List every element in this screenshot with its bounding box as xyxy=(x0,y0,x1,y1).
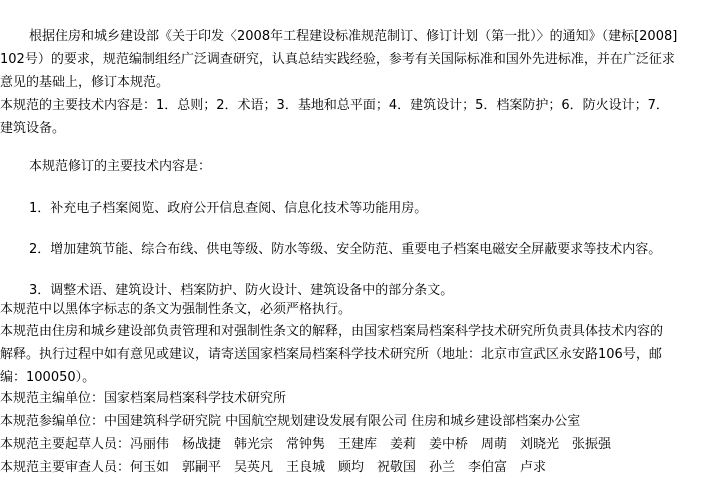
participating-units: 本规范参编单位：中国建筑科学研究院 中国航空规划建设发展有限公司 住房和城乡建设部档案办公室 xyxy=(0,414,581,429)
management-line-3: 编：100050）。 xyxy=(0,370,96,385)
main-content-line-2: 建筑设备。 xyxy=(0,121,66,136)
main-content-line-1: 本规范的主要技术内容是：1．总则；2．术语；3．基地和总平面；4．建筑设计；5．档案防护；6．防火设计；7． xyxy=(0,98,669,113)
management-line-1: 本规范由住房和城乡建设部负责管理和对强制性条文的解释，由国家档案局档案科学技术研究所负责具体技术内容的 xyxy=(0,324,664,339)
intro-line-2: 102号）的要求，规范编制组经广泛调查研究，认真总结实践经验，参考有关国际标准和国外先进标准，并在广泛征求 xyxy=(0,52,675,67)
intro-paragraph xyxy=(29,25,720,48)
drafters-list: 本规范主要起草人员：冯丽伟 杨战捷 韩光宗 常钟隽 王建库 姜莉 姜中桥 周萌 刘晓光 张振强 xyxy=(0,437,612,452)
revision-heading: 本规范修订的主要技术内容是： xyxy=(29,159,212,174)
reviewers-list: 本规范主要审查人员：何玉如 郭嗣平 吴英凡 王良城 顾均 祝敬国 孙兰 李伯富 卢求 xyxy=(0,460,547,475)
intro-line-1: 根据住房和城乡建设部《关于印发〈2008年工程建设标准规范制订、修订计划（第一批）〉的通知》（建标[2008] xyxy=(29,29,678,44)
revision-item-1: 1．补充电子档案阅览、政府公开信息查阅、信息化技术等功能用房。 xyxy=(29,201,428,216)
management-line-2: 解释。执行过程中如有意见或建议，请寄送国家档案局档案科学技术研究所（地址：北京市宣武区永安路106号，邮 xyxy=(0,347,662,362)
mandatory-note: 本规范中以黑体字标志的条文为强制性条文，必须严格执行。 xyxy=(0,302,352,317)
management-paragraph xyxy=(0,320,720,389)
chief-editor-unit: 本规范主编单位：国家档案局档案科学技术研究所 xyxy=(0,391,287,406)
intro-line-3: 意见的基础上，修订本规范。 xyxy=(0,75,170,90)
revision-item-2: 2．增加建筑节能、综合布线、供电等级、防水等级、安全防范、重要电子档案电磁安全屏蔽要求等技术内容。 xyxy=(29,242,662,257)
intro-paragraph-cont xyxy=(0,48,720,94)
revision-item-3: 3．调整术语、建筑设计、档案防护、防火设计、建筑设备中的部分条文。 xyxy=(29,283,454,298)
main-content-paragraph xyxy=(0,94,720,140)
